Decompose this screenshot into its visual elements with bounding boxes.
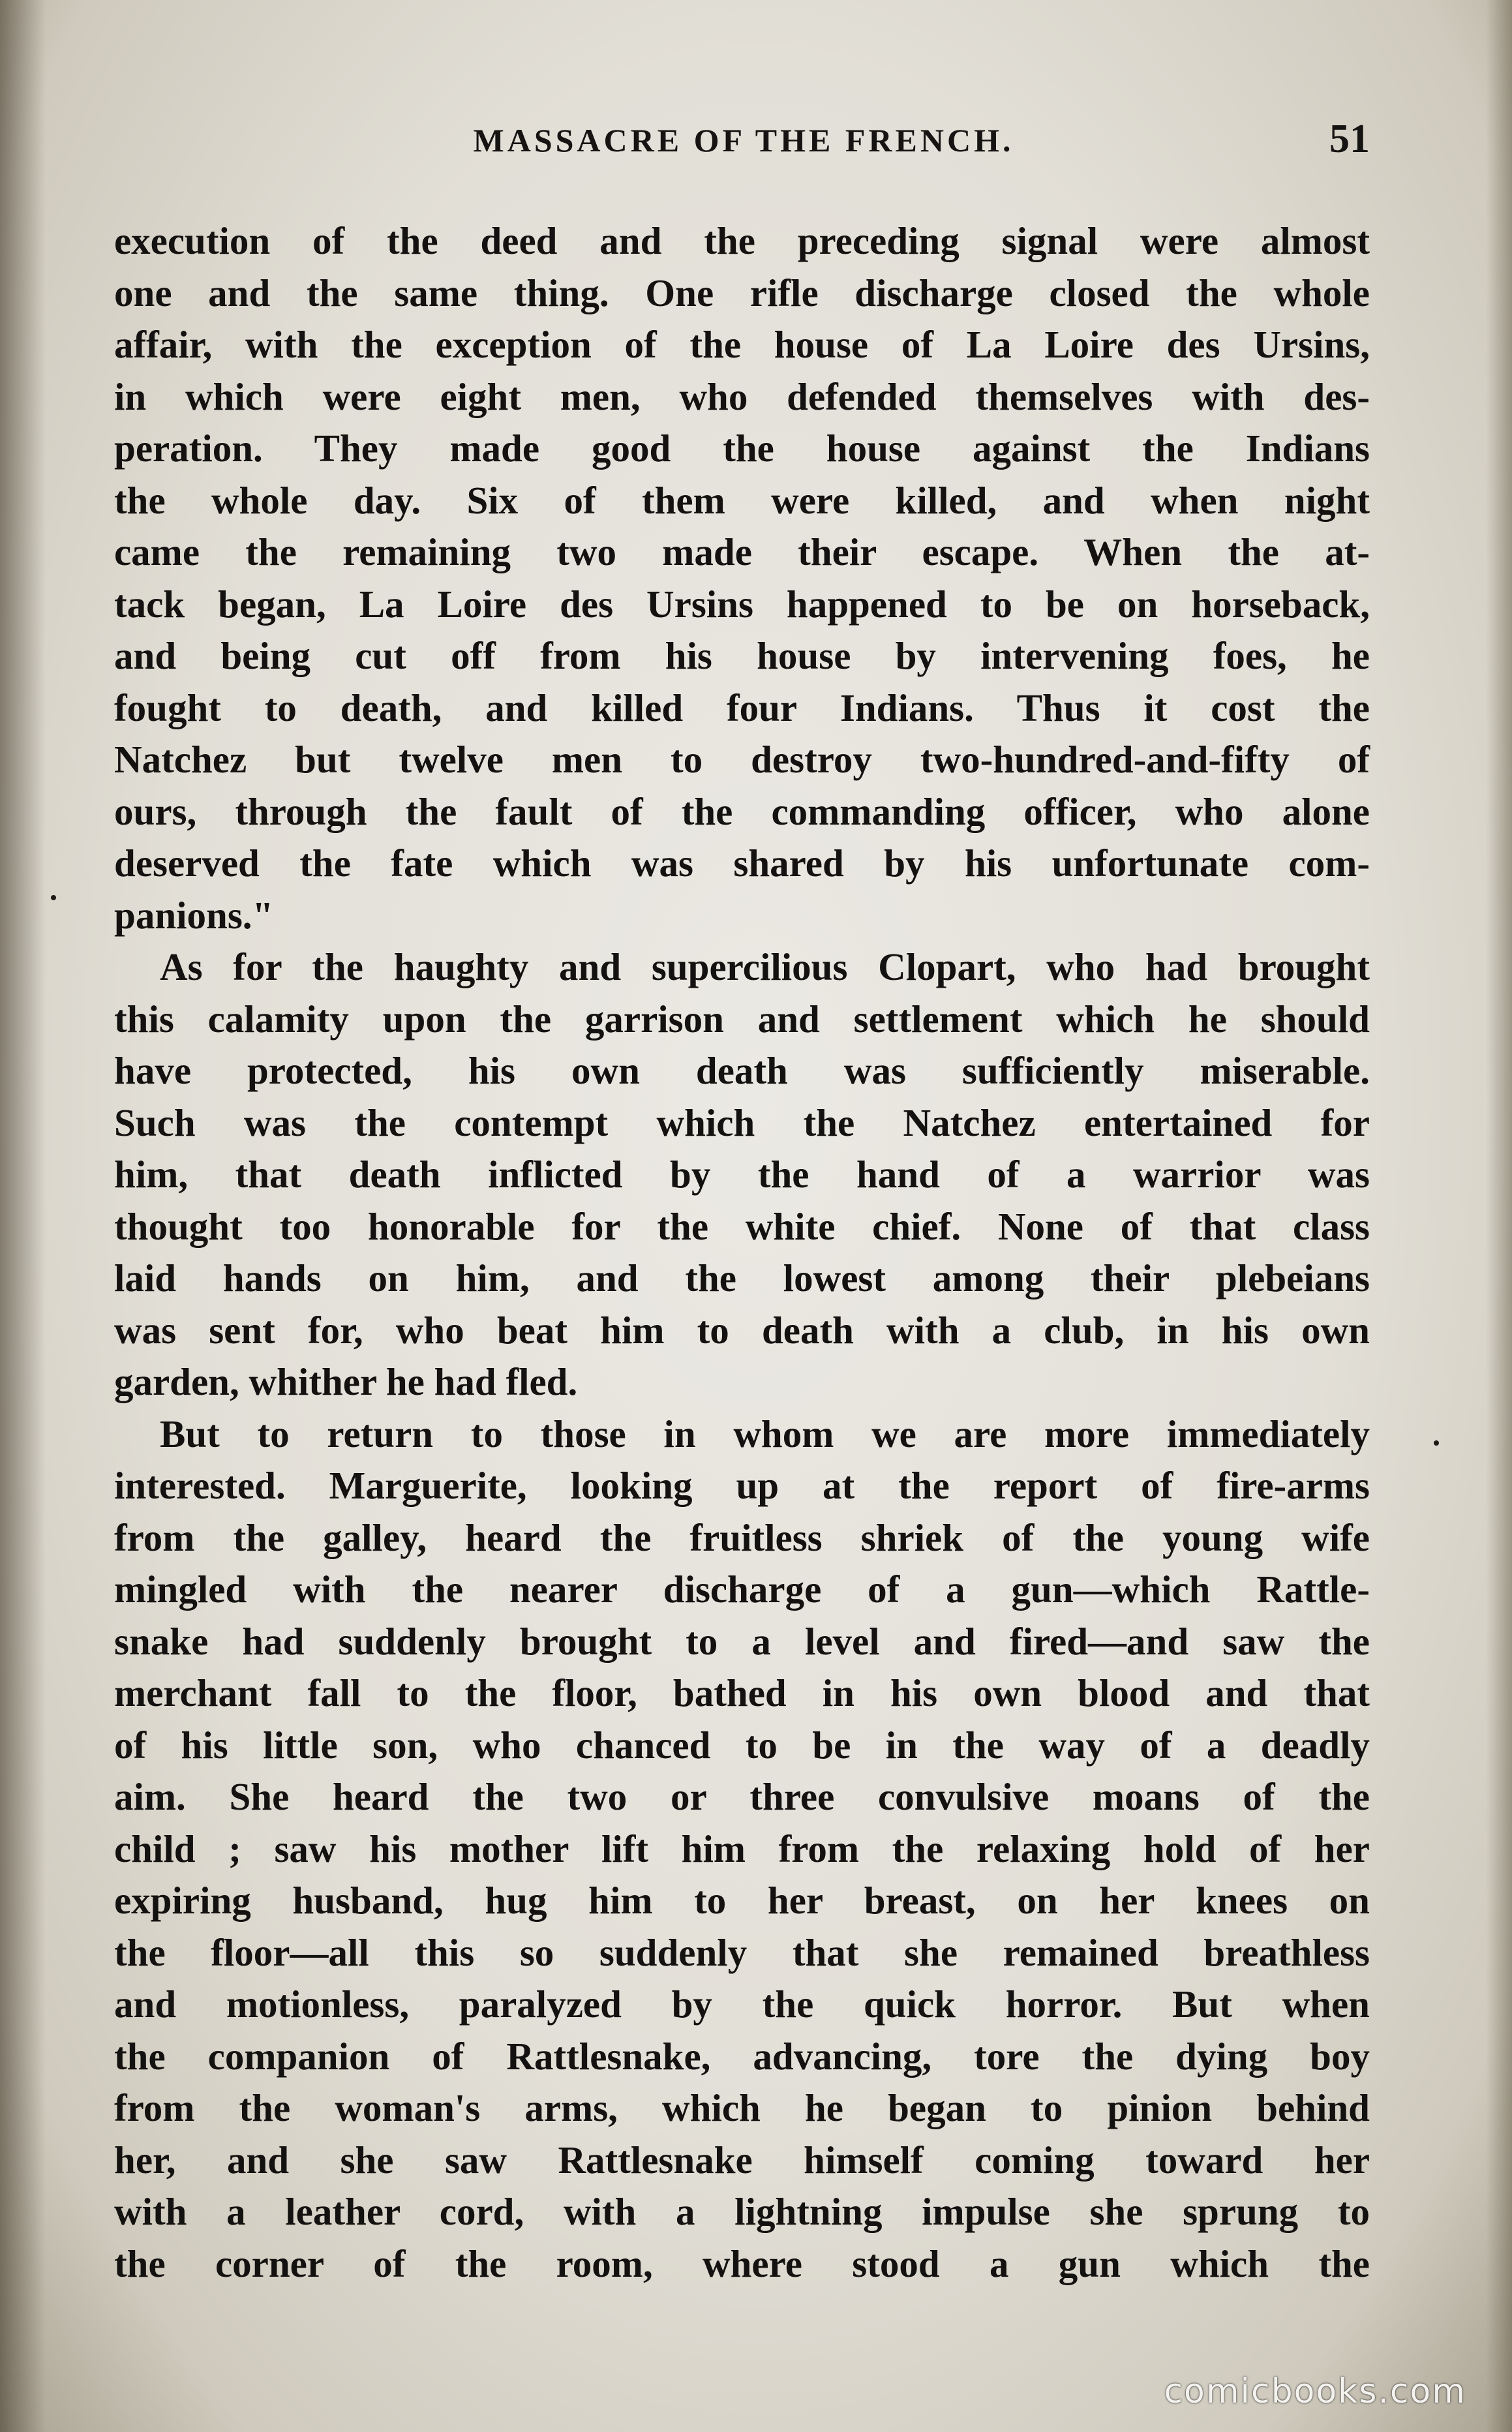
text-line: panions." [114, 893, 274, 937]
text-line: merchant fall to the floor, bathed in his own blood and that [114, 1671, 1370, 1714]
text-line: him, that death inflicted by the hand of a warrior was [114, 1153, 1370, 1196]
text-line: and motionless, paralyzed by the quick horror. But when [114, 1983, 1370, 2026]
text-line: mingled with the nearer discharge of a gun—which Rattle- [114, 1568, 1370, 1611]
text-line: have protected, his own death was sufficiently miserable. [114, 1049, 1370, 1092]
text-line: this calamity upon the garrison and settlement which he should [114, 997, 1370, 1041]
text-line: fought to death, and killed four Indians. Thus it cost the [114, 686, 1370, 729]
text-line: thought too honorable for the white chief. None of that class [114, 1204, 1370, 1248]
text-line: deserved the fate which was shared by his unfortunate com- [114, 842, 1370, 885]
text-line: the companion of Rattlesnake, advancing, tore the dying boy [114, 2034, 1370, 2078]
text-line: interested. Marguerite, looking up at the report of fire-arms [114, 1464, 1370, 1507]
gutter-shadow [0, 0, 46, 2432]
text-line: came the remaining two made their escape. When the at- [114, 530, 1370, 573]
text-line: expiring husband, hug him to her breast, on her knees on [114, 1879, 1370, 1922]
text-line: with a leather cord, with a lightning impulse she sprung to [114, 2190, 1370, 2233]
text-line: aim. She heard the two or three convulsive moans of the [114, 1775, 1370, 1818]
text-line: As for the haughty and supercilious Clopart, who had brought [160, 945, 1370, 988]
text-line: execution of the deed and the preceding signal were almost [114, 219, 1370, 262]
text-line: the corner of the room, where stood a gun which the [114, 2242, 1370, 2285]
running-title: MASSACRE OF THE FRENCH. [473, 122, 1014, 159]
text-line: laid hands on him, and the lowest among their plebeians [114, 1256, 1370, 1300]
text-line: Such was the contempt which the Natchez entertained for [114, 1101, 1370, 1144]
text-line: tack began, La Loire des Ursins happened to be on horseback, [114, 582, 1370, 626]
text-line: from the galley, heard the fruitless shriek of the young wife [114, 1515, 1370, 1559]
body-text [114, 215, 1370, 2290]
text-line: of his little son, who chanced to be in the way of a deadly [114, 1723, 1370, 1767]
page-edge-shadow [1486, 0, 1512, 2432]
text-line: But to return to those in whom we are more immediately [160, 1412, 1370, 1455]
text-line: ours, through the fault of the commanding officer, who alone [114, 789, 1370, 833]
text-line: garden, whither he had fled. [114, 1360, 578, 1403]
text-line: and being cut off from his house by intervening foes, he [114, 634, 1370, 677]
text-line: snake had suddenly brought to a level and fired—and saw the [114, 1619, 1370, 1663]
running-head [117, 117, 1370, 170]
text-line: her, and she saw Rattlesnake himself coming toward her [114, 2138, 1370, 2181]
watermark: comicbooks.com [1164, 2372, 1466, 2411]
text-line: Natchez but twelve men to destroy two-hundred-and-fifty of [114, 738, 1370, 781]
text-line: the floor—all this so suddenly that she remained breathless [114, 1930, 1370, 1974]
print-speck [1434, 1440, 1439, 1446]
text-line: from the woman's arms, which he began to pinion behind [114, 2086, 1370, 2129]
text-line: peration. They made good the house against the Indians [114, 427, 1370, 470]
text-line: child ; saw his mother lift him from the relaxing hold of her [114, 1827, 1370, 1870]
text-line: one and the same thing. One rifle discharge closed the whole [114, 271, 1370, 314]
text-line: was sent for, who beat him to death with a club, in his own [114, 1308, 1370, 1352]
text-line: the whole day. Six of them were killed, and when night [114, 478, 1370, 522]
page-number: 51 [1329, 117, 1370, 161]
text-line: in which were eight men, who defended themselves with des- [114, 374, 1370, 418]
print-speck [51, 895, 56, 900]
text-line: affair, with the exception of the house of La Loire des Ursins, [114, 323, 1370, 366]
